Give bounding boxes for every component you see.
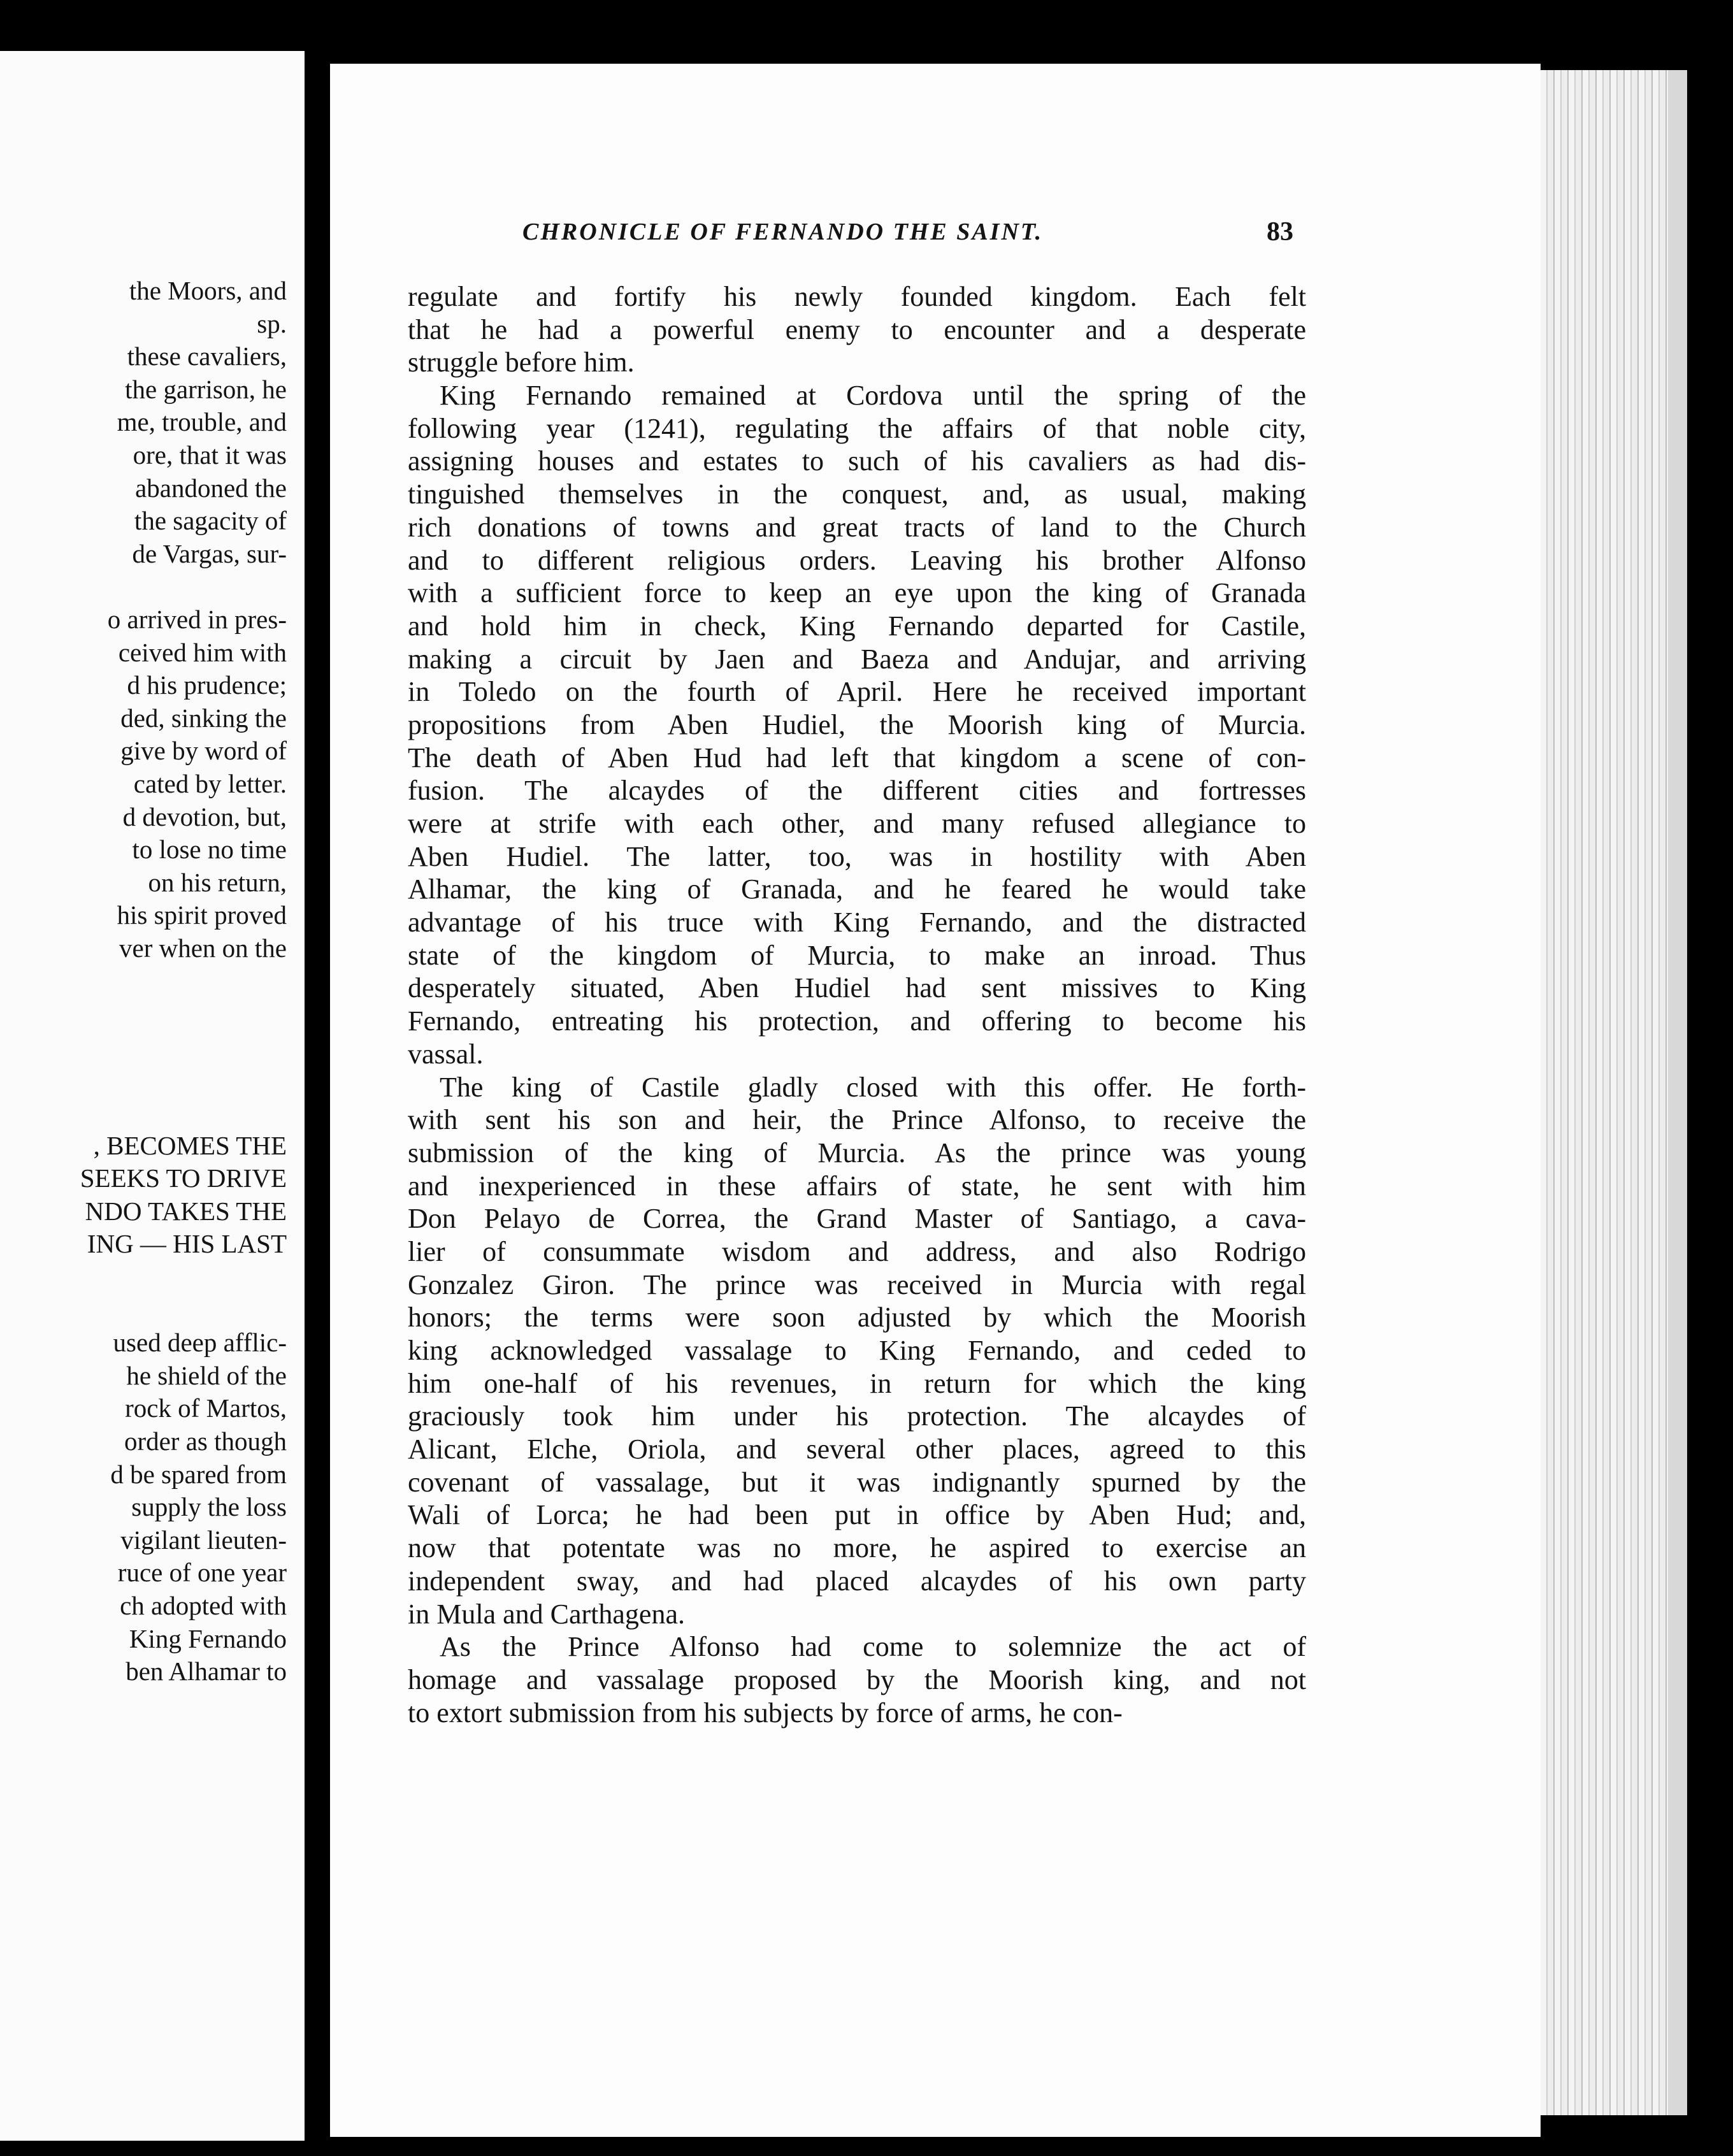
page-header xyxy=(522,218,1293,256)
body-line: now that potentate was no more, he aspired to exercise an xyxy=(408,1532,1306,1564)
body-line: with sent his son and heir, the Prince Alfonso, to receive the xyxy=(408,1104,1306,1136)
left-page-line: ceived him with xyxy=(118,637,287,667)
body-line: Fernando, entreating his protection, and offering to become his xyxy=(408,1005,1306,1037)
body-line: and inexperienced in these affairs of state, he sent with him xyxy=(408,1170,1306,1202)
body-line: King Fernando remained at Cordova until the spring of the xyxy=(440,380,1306,412)
left-page-line: sp. xyxy=(257,308,287,338)
body-line: that he had a powerful enemy to encounter and a desperate xyxy=(408,313,1306,345)
body-line: The death of Aben Hud had left that kingdom a scene of con- xyxy=(408,742,1306,773)
body-line: As the Prince Alfonso had come to solemnize the act of xyxy=(440,1631,1306,1663)
body-line: submission of the king of Murcia. As the prince was young xyxy=(408,1137,1306,1168)
body-line: Don Pelayo de Correa, the Grand Master of Santiago, a cava- xyxy=(408,1203,1306,1235)
body-line: in Mula and Carthagena. xyxy=(408,1598,685,1630)
left-page-line: de Vargas, sur- xyxy=(132,538,287,568)
page-edges xyxy=(1541,70,1687,2115)
left-page-line: ded, sinking the xyxy=(120,703,287,733)
body-line: advantage of his truce with King Fernando, and the distracted xyxy=(408,907,1306,938)
body-line: making a circuit by Jaen and Baeza and Andujar, and arriving xyxy=(408,643,1306,675)
left-page-line: ben Alhamar to xyxy=(126,1657,287,1686)
left-page-line: King Fernando xyxy=(129,1623,287,1653)
left-page-line: order as though xyxy=(124,1427,287,1456)
body-line: Alicant, Elche, Oriola, and several other places, agreed to this xyxy=(408,1434,1306,1465)
left-page-line: d devotion, but, xyxy=(122,801,287,831)
body-line: following year (1241), regulating the affairs of that noble city, xyxy=(408,412,1306,444)
left-page-line: he shield of the xyxy=(126,1360,287,1390)
left-page-line: d be spared from xyxy=(110,1459,287,1489)
running-title: CHRONICLE OF FERNANDO THE SAINT. xyxy=(522,219,1044,245)
left-page-line: ver when on the xyxy=(119,933,287,963)
body-line: fusion. The alcaydes of the different cities and fortresses xyxy=(408,775,1306,807)
body-line: covenant of vassalage, but it was indignantly spurned by the xyxy=(408,1466,1306,1498)
body-line: him one-half of his revenues, in return for which the king xyxy=(408,1367,1306,1399)
book-gutter xyxy=(305,0,330,2156)
left-page-line: , BECOMES THE xyxy=(93,1130,287,1160)
left-page-line: NDO TAKES THE xyxy=(85,1196,287,1226)
body-line: Alhamar, the king of Granada, and he feared he would take xyxy=(408,873,1306,905)
body-line: desperately situated, Aben Hudiel had sent missives to King xyxy=(408,972,1306,1004)
body-text xyxy=(408,280,1306,1729)
body-line: Wali of Lorca; he had been put in office by Aben Hud; and, xyxy=(408,1499,1306,1531)
body-line: graciously took him under his protection. The alcaydes of xyxy=(408,1400,1306,1432)
left-page-line: SEEKS TO DRIVE xyxy=(80,1163,287,1193)
left-page-line: to lose no time xyxy=(132,835,287,865)
body-line: state of the kingdom of Murcia, to make an inroad. Thus xyxy=(408,939,1306,971)
left-page-line: these cavaliers, xyxy=(127,341,287,371)
body-line: homage and vassalage proposed by the Moorish king, and not xyxy=(408,1664,1306,1695)
body-line: to extort submission from his subjects by force of arms, he con- xyxy=(408,1697,1123,1728)
body-line: honors; the terms were soon adjusted by which the Moorish xyxy=(408,1302,1306,1333)
left-page-line: used deep afflic- xyxy=(113,1328,287,1358)
left-page-line: o arrived in pres- xyxy=(107,605,287,634)
left-page-line: me, trouble, and xyxy=(117,407,287,437)
body-line: Gonzalez Giron. The prince was received in Murcia with regal xyxy=(408,1268,1306,1300)
left-page-line: ING — HIS LAST xyxy=(87,1229,287,1259)
left-page-line: on his return, xyxy=(148,867,287,897)
body-line: and hold him in check, King Fernando departed for Castile, xyxy=(408,610,1306,642)
body-line: Aben Hudiel. The latter, too, was in hostility with Aben xyxy=(408,840,1306,872)
left-page-line: vigilant lieuten- xyxy=(120,1525,287,1555)
left-page-line: ruce of one year xyxy=(117,1558,287,1588)
body-line: propositions from Aben Hudiel, the Moorish king of Murcia. xyxy=(408,708,1306,740)
body-line: lier of consummate wisdom and address, and also Rodrigo xyxy=(408,1235,1306,1267)
left-page xyxy=(0,51,305,2141)
left-page-line: give by word of xyxy=(120,736,287,766)
body-line: assigning houses and estates to such of his cavaliers as had dis- xyxy=(408,445,1306,477)
body-line: were at strife with each other, and many refused allegiance to xyxy=(408,808,1306,839)
body-line: with a sufficient force to keep an eye upon the king of Granada xyxy=(408,577,1306,609)
body-line: The king of Castile gladly closed with this offer. He forth- xyxy=(440,1071,1306,1103)
left-page-line: cated by letter. xyxy=(133,769,287,798)
left-page-line: the sagacity of xyxy=(134,506,287,536)
body-line: and to different religious orders. Leaving his brother Alfonso xyxy=(408,544,1306,576)
left-page-line: ore, that it was xyxy=(133,440,287,470)
left-page-line: his spirit proved xyxy=(117,900,287,930)
body-line: in Toledo on the fourth of April. Here he received important xyxy=(408,676,1306,708)
left-page-line: the garrison, he xyxy=(125,374,287,404)
body-line: king acknowledged vassalage to King Fernando, and ceded to xyxy=(408,1335,1306,1366)
body-line: struggle before him. xyxy=(408,347,635,378)
body-line: rich donations of towns and great tracts of land to the Church xyxy=(408,511,1306,543)
left-page-line: supply the loss xyxy=(131,1492,287,1522)
left-page-line: the Moors, and xyxy=(129,276,287,305)
left-page-line: abandoned the xyxy=(135,473,287,503)
body-line: vassal. xyxy=(408,1038,484,1070)
body-line: independent sway, and had placed alcaydes of his own party xyxy=(408,1565,1306,1597)
left-page-line: d his prudence; xyxy=(127,670,287,700)
left-page-line: rock of Martos, xyxy=(125,1393,287,1423)
body-line: regulate and fortify his newly founded kingdom. Each felt xyxy=(408,281,1306,312)
left-page-line: ch adopted with xyxy=(120,1591,287,1620)
page-number: 83 xyxy=(1267,217,1293,247)
body-line: tinguished themselves in the conquest, and, as usual, making xyxy=(408,478,1306,510)
